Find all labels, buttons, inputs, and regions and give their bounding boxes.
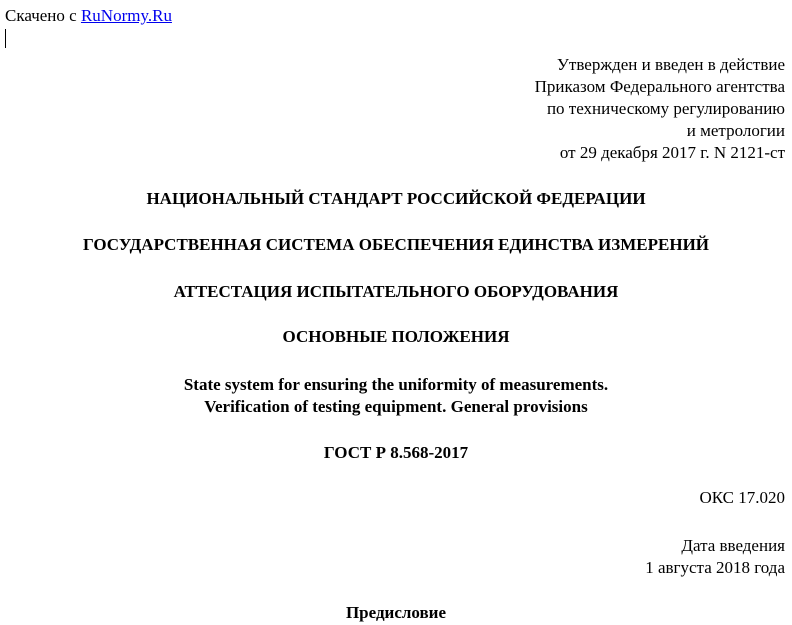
text-cursor	[5, 29, 6, 48]
source-line	[5, 6, 172, 26]
source-link[interactable]: RuNormy.Ru	[80, 6, 172, 25]
state-system-heading: ГОСУДАРСТВЕННАЯ СИСТЕМА ОБЕСПЕЧЕНИЯ ЕДИНСТВА ИЗМЕРЕНИЙ	[82, 235, 710, 254]
approval-line: и метрологии	[686, 121, 785, 140]
english-title-line: Verification of testing equipment. General provisions	[204, 397, 588, 416]
gost-code: ГОСТ Р 8.568-2017	[323, 443, 469, 462]
approval-line: Утвержден и введен в действие	[556, 55, 785, 74]
certification-heading: АТТЕСТАЦИЯ ИСПЫТАТЕЛЬНОГО ОБОРУДОВАНИЯ	[173, 282, 619, 301]
source-prefix: Скачено с	[5, 6, 77, 25]
approval-line: по техническому регулированию	[546, 99, 785, 118]
introduction-date-block	[645, 535, 785, 579]
preface-title: Предисловие	[345, 603, 447, 622]
approval-line: от 29 декабря 2017 г. N 2121-ст	[559, 143, 785, 162]
oks-code: ОКС 17.020	[699, 488, 785, 507]
basic-provisions-heading: ОСНОВНЫЕ ПОЛОЖЕНИЯ	[282, 327, 510, 346]
introduction-date-label: Дата введения	[681, 536, 785, 555]
english-title-line: State system for ensuring the uniformity of measurements.	[183, 375, 609, 394]
introduction-date-value: 1 августа 2018 года	[645, 558, 785, 577]
english-title	[0, 374, 792, 418]
approval-line: Приказом Федерального агентства	[534, 77, 785, 96]
approval-block	[535, 54, 785, 164]
national-standard-heading: НАЦИОНАЛЬНЫЙ СТАНДАРТ РОССИЙСКОЙ ФЕДЕРАЦИИ	[146, 189, 646, 208]
